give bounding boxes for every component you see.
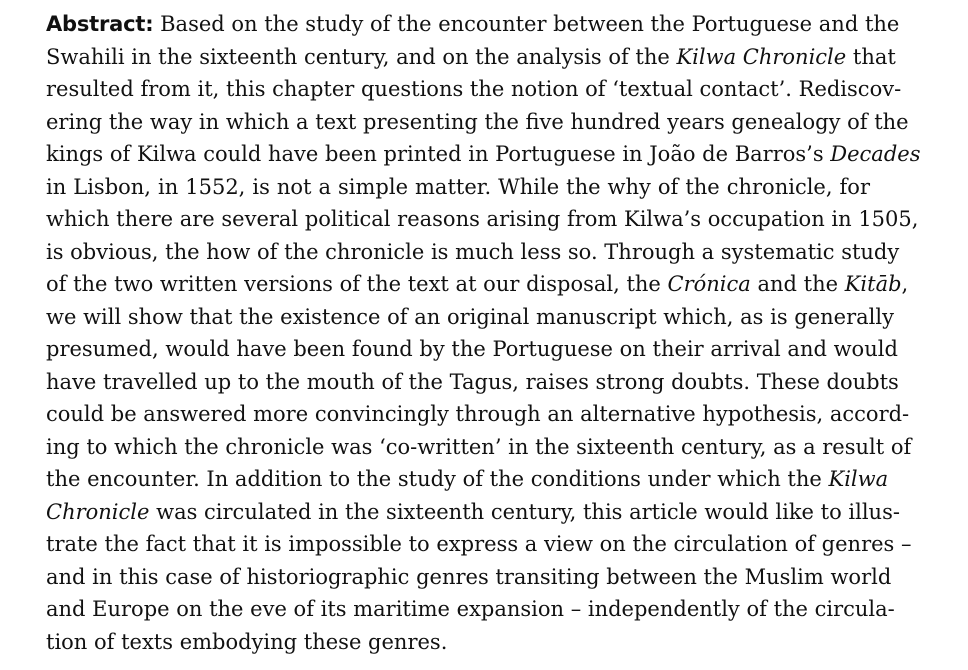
abstract-line [46, 431, 912, 464]
abstract-text-segment: that [846, 44, 896, 69]
abstract-line [46, 593, 895, 626]
abstract-line [46, 138, 921, 171]
abstract-text-segment: Based on the study of the encounter between the Portuguese and the [160, 12, 900, 36]
abstract-line [46, 268, 909, 301]
abstract-line [46, 106, 909, 139]
abstract-label: Abstract: [46, 12, 154, 36]
abstract-italic-title: Kilwa [828, 467, 889, 491]
abstract-line [46, 561, 892, 594]
abstract-line [46, 626, 870, 659]
abstract-text-segment: trate the fact that it is impossible to express a view on the circulation of genres – [46, 532, 912, 556]
abstract-text-segment: resulted from it, this chapter questions the notion of ‘textual contact’. Rediscov- [46, 77, 902, 101]
abstract-italic-title: Crónica [667, 272, 751, 296]
abstract-text-segment: of the two written versions of the text at our disposal, the [46, 272, 668, 296]
abstract-text-segment: have travelled up to the mouth of the Tagus, raises strong doubts. These doubts [46, 369, 899, 394]
abstract-line [46, 203, 919, 236]
abstract-text-segment: presumed, would have been found by the Portuguese on their arrival and would [46, 337, 898, 361]
abstract-text-segment: we will show that the existence of an original manuscript which, as is generally [46, 304, 894, 329]
abstract-text-segment: ing to which the chronicle was ‘co-written’ in the sixteenth century, as a result of [46, 434, 912, 459]
abstract-line [46, 301, 894, 334]
abstract-line [46, 366, 899, 399]
abstract-text-segment: and the [750, 272, 845, 296]
abstract-line [46, 398, 910, 431]
abstract-line [46, 171, 870, 204]
abstract-line [46, 73, 902, 106]
abstract-text-segment: ering the way in which a text presenting the five hundred years genealogy of the [46, 109, 909, 134]
abstract-italic-title: Decades [830, 142, 921, 166]
abstract-block [46, 8, 921, 658]
abstract-text-segment: kings of Kilwa could have been printed in Portuguese in João de Barros’s [46, 142, 831, 166]
abstract-text-segment: tion of texts embodying these genres. [46, 629, 448, 654]
abstract-italic-title: Chronicle [46, 499, 150, 524]
abstract-line [46, 496, 900, 529]
abstract-text-segment: in Lisbon, in 1552, is not a simple matter. While the why of the chronicle, for [46, 174, 870, 199]
abstract-text-segment: the encounter. In addition to the study of the conditions under which the [46, 467, 829, 491]
abstract-text-segment: is obvious, the how of the chronicle is much less so. Through a systematic study [46, 239, 900, 264]
abstract-text-segment: was circulated in the sixteenth century, this article would like to illus- [149, 499, 900, 524]
abstract-line [46, 528, 912, 561]
abstract-text-segment: , [901, 272, 909, 296]
abstract-italic-title: Kilwa Chronicle [676, 44, 847, 69]
abstract-text-segment: could be answered more convincingly through an alternative hypothesis, accord- [46, 402, 910, 426]
abstract-line [46, 41, 896, 74]
abstract-line [46, 8, 900, 41]
abstract-line [46, 236, 900, 269]
abstract-text-segment: and Europe on the eve of its maritime expansion – independently of the circula- [46, 597, 895, 621]
abstract-text [46, 8, 921, 658]
abstract-line [46, 333, 898, 366]
abstract-text-segment: and in this case of historiographic genres transiting between the Muslim world [46, 564, 892, 589]
abstract-text-segment: which there are several political reasons arising from Kilwa’s occupation in 1505, [46, 207, 919, 231]
abstract-text-segment: Swahili in the sixteenth century, and on the analysis of the [46, 44, 677, 69]
abstract-line [46, 463, 889, 496]
abstract-italic-title: Kitāb [844, 272, 902, 296]
